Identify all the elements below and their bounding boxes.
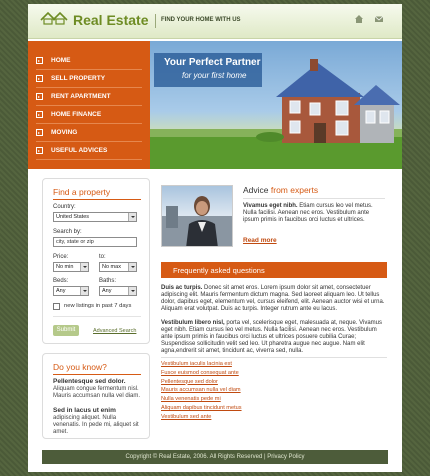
- nav-item-home-finance[interactable]: [36, 106, 142, 124]
- header: [28, 4, 402, 39]
- price-label: Price:: [53, 254, 69, 260]
- advice-title-accent: from experts: [270, 185, 319, 195]
- faq-link[interactable]: Mauris accumsan nulla vel diam: [161, 387, 241, 394]
- chevron-down-icon: [80, 263, 88, 271]
- arrow-bullet-icon: [36, 147, 43, 154]
- price-max-value: No max: [102, 264, 121, 270]
- submit-button[interactable]: Submit: [53, 325, 79, 336]
- price-min-select[interactable]: [53, 262, 89, 272]
- advice-text: [243, 203, 385, 224]
- faq-paragraph-2-lead: Vestibulum libero nisl,: [161, 320, 225, 326]
- hero-title: Your Perfect Partner: [164, 57, 261, 68]
- advice-title: [243, 185, 318, 195]
- main-nav: [28, 41, 150, 169]
- nav-item-moving[interactable]: [36, 124, 142, 142]
- search-box-title: Find a property: [53, 187, 111, 197]
- did-you-know-heading-2: Sed in lacus ut enim: [53, 407, 116, 414]
- arrow-bullet-icon: [36, 75, 43, 82]
- chevron-down-icon: [128, 263, 136, 271]
- property-search-box: [42, 178, 150, 344]
- chevron-down-icon: [128, 287, 136, 295]
- nav-item-useful-advices[interactable]: [36, 142, 142, 160]
- faq-paragraph-1: [161, 285, 387, 313]
- faq-paragraph-1-text: Donec sit amet eros. Lorem ipsum dolor sit amet, consectetuer adipiscing elit. Mauris fermentum dictum magna. Sed laoreet aliquam leo. Ut tellus dolor, dapibus eget, elementum vel, cursus eleifend, elit. Aenean auctor wisi et urna. Aliquam erat volutpat. Duis ac turpis. Integer rutrum ante eu lacus.: [161, 285, 385, 312]
- nav-item-label: MOVING: [51, 129, 78, 136]
- logo-house-icon: [40, 11, 70, 25]
- agent-photo: [161, 185, 233, 247]
- beds-select[interactable]: [53, 286, 89, 296]
- title-divider: [53, 199, 141, 200]
- baths-select[interactable]: [99, 286, 137, 296]
- faq-paragraph-1-lead: Duis ac turpis.: [161, 285, 203, 291]
- nav-item-sell-property[interactable]: [36, 70, 142, 88]
- advice-lead: Vivamus eget nibh.: [243, 203, 298, 209]
- faq-link[interactable]: Nulla venenatis pede mi: [161, 396, 221, 403]
- new-listings-checkbox[interactable]: [53, 303, 60, 310]
- nav-item-label: USEFUL ADVICES: [51, 147, 108, 154]
- advice-title-plain: Advice: [243, 185, 269, 195]
- arrow-bullet-icon: [36, 111, 43, 118]
- search-input[interactable]: city, state or zip: [53, 237, 137, 247]
- nav-item-label: HOME: [51, 57, 71, 64]
- nav-item-rent-apartment[interactable]: [36, 88, 142, 106]
- home-icon[interactable]: [354, 14, 364, 24]
- faq-header: [161, 262, 387, 278]
- read-more-link[interactable]: Read more: [243, 237, 277, 244]
- copyright-text: Copyright © Real Estate, 2006. All Rights Reserved: [125, 454, 263, 460]
- page: [28, 4, 402, 472]
- new-listings-label: new listings in past 7 days: [64, 303, 132, 309]
- nav-item-label: SELL PROPERTY: [51, 75, 106, 82]
- faq-link[interactable]: Vestibulum iaculis lacinia est: [161, 361, 232, 367]
- mail-icon[interactable]: [374, 14, 384, 24]
- nav-item-label: HOME FINANCE: [51, 111, 102, 118]
- price-max-select[interactable]: [99, 262, 137, 272]
- tagline: FIND YOUR HOME WITH US: [161, 17, 241, 23]
- nav-item-home[interactable]: [36, 52, 142, 70]
- hero-banner: [150, 41, 402, 169]
- advice-body: Etiam cursus leo vel metus. Nulla facilisi. Aenean nec eros. Vestibulum ante ipsum primis in faucibus orci luctus et ultrices.: [243, 203, 373, 223]
- arrow-bullet-icon: [36, 129, 43, 136]
- arrow-bullet-icon: [36, 57, 43, 64]
- faq-title: Frequently asked questions: [173, 266, 265, 275]
- chevron-down-icon: [128, 213, 136, 221]
- faq-links: [161, 361, 387, 423]
- did-you-know-text-2: adipiscing aliquet. Nulla venenatis. In pede mi, aliquet sit amet.: [53, 415, 139, 435]
- beds-label: Beds:: [53, 278, 69, 284]
- advanced-search-link[interactable]: Advanced Search: [93, 328, 137, 334]
- faq-paragraph-2-text: porta vel, scelerisque eget, malesuada at, neque. Vivamus eget nibh. Etiam cursus leo vel metus. Nulla facilisi. Aenean nec eros. Vestibulum ante ipsum primis in faucibus orci luctus et ultrices posuere cubilia Curae; Suspendisse sollicitudin velit sed leo. Ut pharetra augue nec augue. Nam elit agna,endrerit sit amet, tincidunt ac, viverra sed, nulla.: [161, 320, 383, 354]
- search-by-label: Search by:: [53, 229, 82, 235]
- faq-paragraph-2: [161, 320, 387, 355]
- footer-text: [42, 454, 388, 460]
- links-divider: [161, 357, 387, 358]
- faq-link[interactable]: Vestibulum sed ante: [161, 413, 212, 420]
- nav-item-label: RENT APARTMENT: [51, 93, 111, 100]
- logo-text[interactable]: Real Estate: [73, 12, 149, 28]
- chevron-down-icon: [80, 287, 88, 295]
- title-divider: [53, 374, 141, 375]
- advice-divider: [243, 198, 385, 199]
- hero-caption: [154, 53, 262, 87]
- did-you-know-title: Do you know?: [53, 362, 107, 372]
- country-select-value: United States: [56, 214, 90, 220]
- did-you-know-heading-1: Pellentesque sed dolor.: [53, 378, 126, 385]
- price-to-label: to:: [99, 254, 106, 260]
- baths-label: Baths:: [99, 278, 117, 284]
- hero-subtitle: for your first home: [182, 71, 247, 80]
- price-min-value: No min: [56, 264, 74, 270]
- faq-link[interactable]: Fusce euismod consequat ante: [161, 369, 239, 376]
- baths-value: Any: [102, 288, 112, 294]
- faq-link[interactable]: Pellentesque sed dolor: [161, 378, 218, 385]
- did-you-know-box: [42, 353, 150, 439]
- beds-value: Any: [56, 288, 66, 294]
- country-label: Country:: [53, 204, 76, 210]
- footer-separator: |: [263, 454, 266, 460]
- arrow-bullet-icon: [36, 93, 43, 100]
- footer: [42, 450, 388, 464]
- agent-photo-image: [162, 186, 233, 247]
- privacy-policy-link[interactable]: Privacy Policy: [267, 454, 305, 460]
- country-select[interactable]: [53, 212, 137, 222]
- search-divider: [53, 316, 141, 317]
- did-you-know-text-1: Aliquam congue fermentum nisl. Mauris accumsan nulla vel diam.: [53, 386, 141, 399]
- faq-link[interactable]: Aliquam dapibus tincidunt metus: [161, 404, 242, 411]
- logo-separator: [155, 14, 156, 28]
